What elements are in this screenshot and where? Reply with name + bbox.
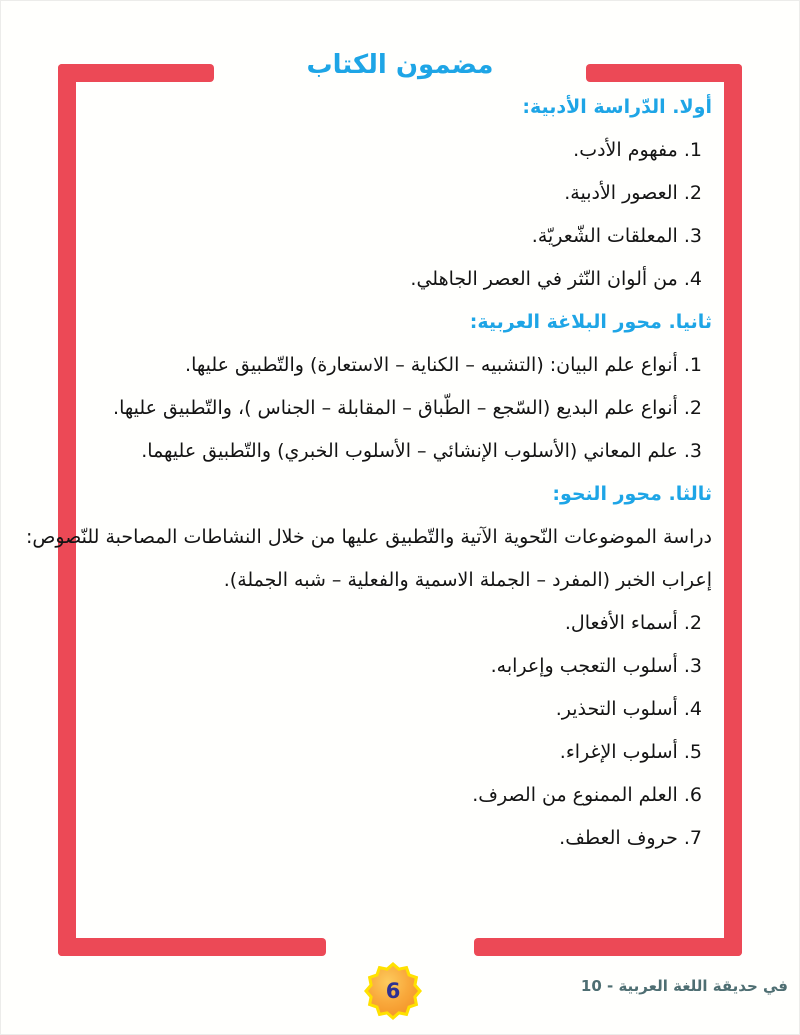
content-line: 4. من ألوان النّثر في العصر الجاهلي.: [410, 268, 702, 290]
content-area: [25, 96, 712, 870]
section-heading: أولا. الدّراسة الأدبية:: [522, 96, 712, 118]
frame-right-bar: [724, 64, 742, 956]
content-line: 7. حروف العطف.: [559, 827, 702, 849]
content-line: 5. أسلوب الإغراء.: [559, 741, 702, 763]
content-line: 2. أنواع علم البديع (السّجع – الطّباق – المقابلة – الجناس )، والتّطبيق عليها.: [113, 397, 702, 419]
frame-bottom-right-bar: [474, 938, 742, 956]
content-line: 2. أسماء الأفعال.: [564, 612, 702, 634]
content-line: 3. المعلقات الشّعريّة.: [531, 225, 702, 247]
content-line: 4. أسلوب التحذير.: [555, 698, 702, 720]
page-title: مضمون الكتاب: [306, 50, 494, 80]
content-line: 1. مفهوم الأدب.: [573, 139, 702, 161]
frame-bottom-left-bar: [58, 938, 326, 956]
footer-book-title: في حديقة اللغة العربية - 10: [580, 977, 788, 995]
content-line: إعراب الخبر (المفرد – الجملة الاسمية والفعلية – شبه الجملة).: [223, 569, 712, 591]
content-line: 1. أنواع علم البيان: (التشبيه – الكناية – الاستعارة) والتّطبيق عليها.: [185, 354, 702, 376]
content-line: 3. أسلوب التعجب وإعرابه.: [490, 655, 702, 677]
page-number: 6: [385, 979, 401, 1003]
content-line: دراسة الموضوعات النّحوية الآتية والتّطبيق عليها من خلال النشاطات المصاحبة للنّصوص:: [25, 526, 712, 548]
section-heading: ثانيا. محور البلاغة العربية:: [469, 311, 712, 333]
content-line: 3. علم المعاني (الأسلوب الإنشائي – الأسلوب الخبري) والتّطبيق عليهما.: [141, 440, 702, 462]
page-number-badge: [364, 962, 422, 1020]
content-line: 6. العلم الممنوع من الصرف.: [472, 784, 702, 806]
content-line: 2. العصور الأدبية.: [564, 182, 702, 204]
section-heading: ثالثا. محور النحو:: [552, 483, 712, 505]
